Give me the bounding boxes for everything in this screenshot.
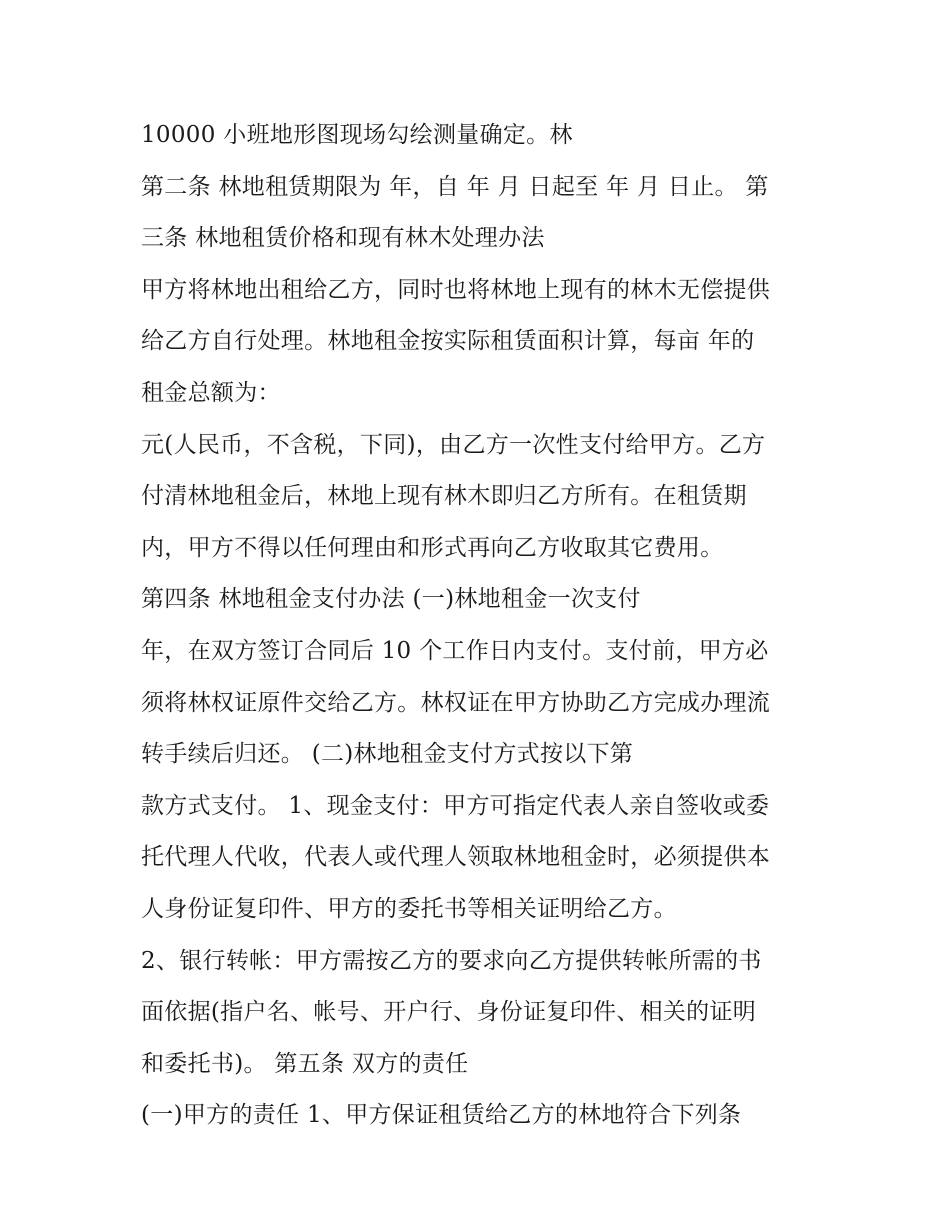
text-line: 面依据(指户名、帐号、开户行、身份证复印件、相关的证明 — [141, 999, 757, 1026]
text-line: 和委托书)。 第五条 双方的责任 — [141, 1050, 469, 1077]
text-line: 付清林地租金后，林地上现有林木即归乙方所有。在租赁期 — [141, 483, 747, 510]
text-line: 托代理人代收，代表人或代理人领取林地租金时，必须提供本 — [141, 844, 771, 871]
text-line: 款方式支付。 1、现金支付：甲方可指定代表人亲自签收或委 — [141, 792, 770, 819]
text-line: 年，在双方签订合同后 10 个工作日内支付。支付前，甲方必 — [141, 637, 769, 664]
text-line: 转手续后归还。 (二)林地租金支付方式按以下第 — [141, 741, 634, 768]
document-body — [141, 110, 831, 1142]
text-line: 人身份证复印件、甲方的委托书等相关证明给乙方。 — [141, 895, 677, 922]
text-line: 租金总额为： — [141, 379, 281, 406]
text-line: 10000 小班地形图现场勾绘测量确定。林 — [141, 122, 573, 148]
text-line: 元(人民币，不含税，下同)，由乙方一次性支付给甲方。乙方 — [141, 431, 766, 458]
text-line: 第二条 林地租赁期限为 年，自 年 月 日起至 年 月 日止。 第 — [141, 173, 769, 200]
text-line: 须将林权证原件交给乙方。林权证在甲方协助乙方完成办理流 — [141, 689, 771, 716]
text-line: 第四条 林地租金支付办法 (一)林地租金一次支付 — [141, 586, 641, 613]
text-line: 给乙方自行处理。林地租金按实际租赁面积计算，每亩 年的 — [141, 328, 755, 355]
text-line: 甲方将林地出租给乙方，同时也将林地上现有的林木无偿提供 — [141, 276, 771, 303]
text-line: 三条 林地租赁价格和现有林木处理办法 — [141, 225, 545, 252]
text-line: (一)甲方的责任 1、甲方保证租赁给乙方的林地符合下列条 — [141, 1102, 742, 1129]
text-line: 内，甲方不得以任何理由和形式再向乙方收取其它费用。 — [141, 534, 724, 561]
text-line: 2、银行转帐：甲方需按乙方的要求向乙方提供转帐所需的书 — [141, 947, 762, 974]
